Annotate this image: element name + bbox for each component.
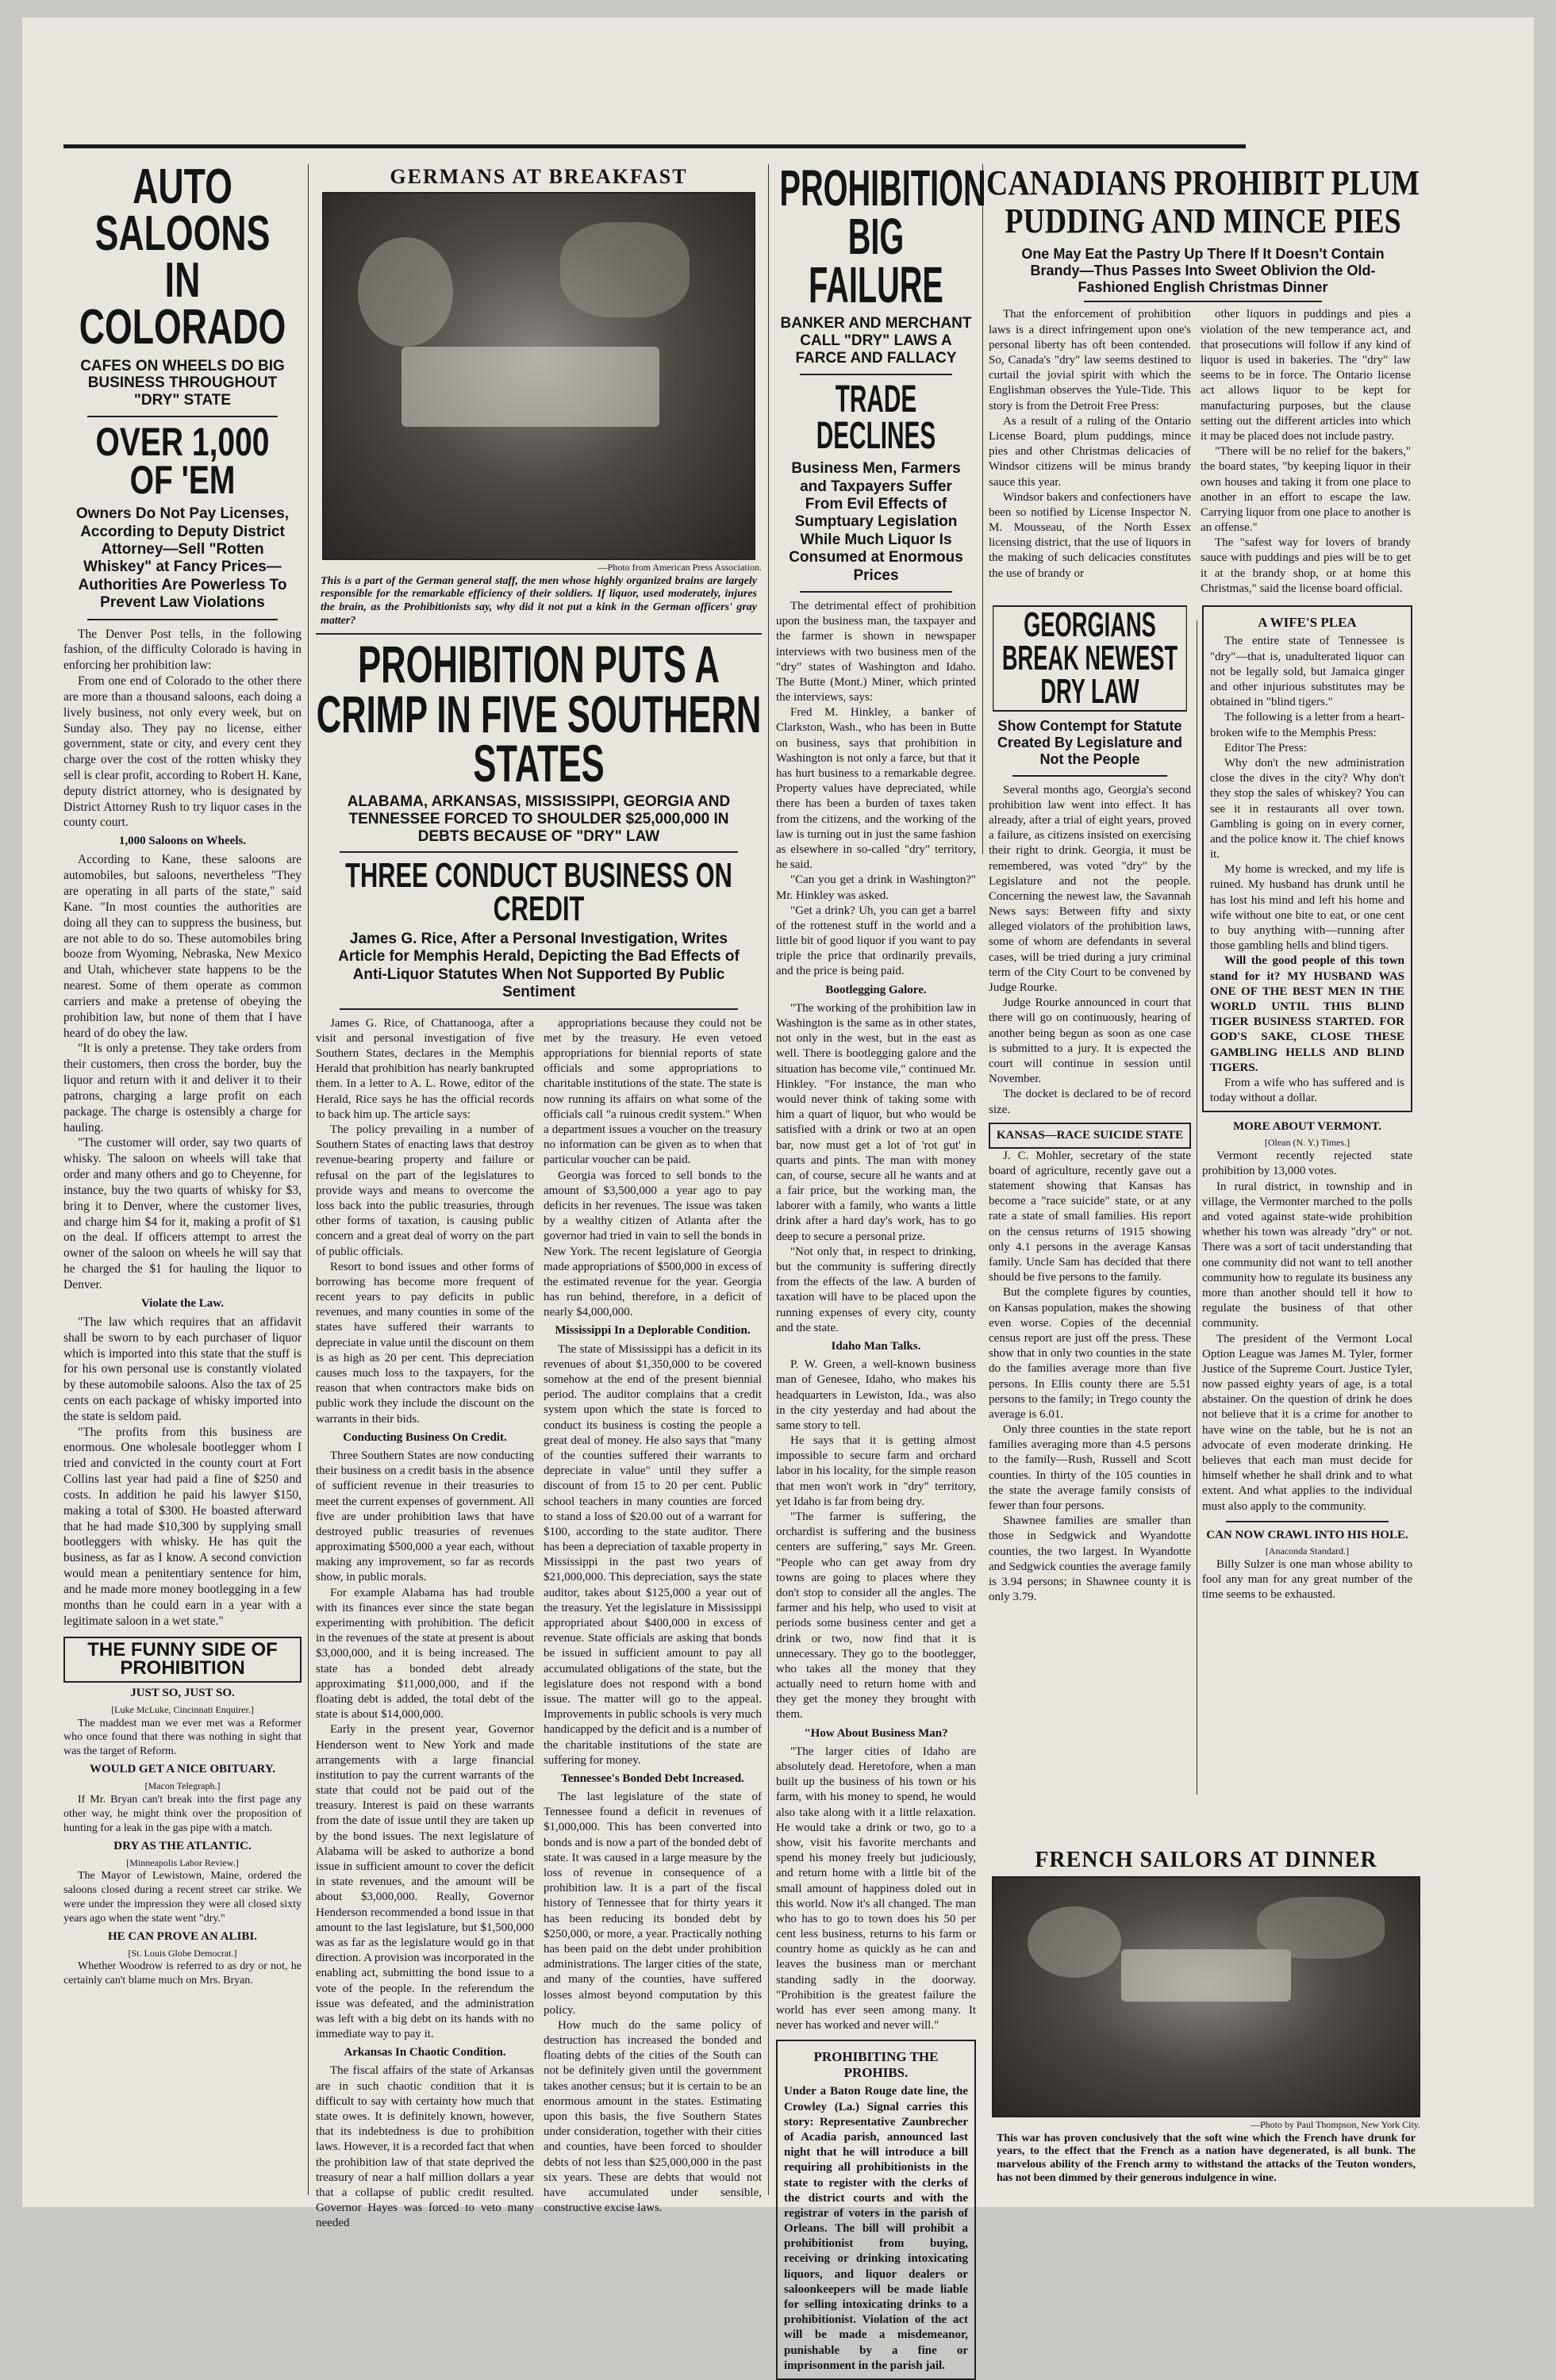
headline-auto-saloons: AUTO SALOONS IN COLORADO [79, 159, 286, 355]
joke-source: [St. Louis Globe Democrat.] [128, 1947, 237, 1959]
deck-show-contempt: Show Contempt for Statute Created By Legislature and Not the People [997, 717, 1183, 768]
paragraph: Georgia was forced to sell bonds to the amount of $3,500,000 a year ago to pay deficits in her revenues. The issue was taken by a wealthy citizen of Atlanta after the governor had tried in vain to sell the bonds in New York. The recent legislature of Georgia made appropriations of $500,000 in excess of the estimated revenue for the year. Georgia has run behind, therefore, in a deficit of nearly $4,000,000. [544, 1169, 762, 1319]
paragraph: From one end of Colorado to the other there are more than a thousand saloons, each doing a lively business, not only every week, but on Sunday also. They pay no license, either government, state or city, and every cent they charge over the cost of the rotten whisky they sell is clear profit, according to Robert H. Kane, deputy district attorney, who is designated by District Attorney Rush to try liquor cases in the county court. [63, 674, 302, 830]
joke-title: HE CAN PROVE AN ALIBI. [108, 1929, 257, 1943]
subhead: Mississippi In a Deplorable Condition. [555, 1324, 751, 1338]
paragraph: My home is wrecked, and my life is ruined. My husband has drunk until he has lost his mind and left his home and wife without one bite to eat, or one cent to buy anything with—running after those gambling hells and blind tigers. [1210, 863, 1404, 953]
deck-owners-do-not-pay: Owners Do Not Pay Licenses, According to Deputy District Attorney—Sell "Rotten Whiskey" at Fancy Prices—Authorities Are Powerless To Prevent Law Violations [75, 505, 290, 612]
paragraph: Windsor bakers and confectioners have been so notified by License Inspector N. M. Mousseau, of the North Essex licensing district, that the use of liquors in the making of such delicacies constitutes the use of brandy or [989, 490, 1191, 580]
paragraph: Only three counties in the state report families averaging more than 4.5 persons to the family—Rush, Russell and Scott counties. In thirty of the 105 counties in the state the average family consists of fewer than four persons. [989, 1423, 1191, 1513]
photo-credit: —Photo by Paul Thompson, New York City. [1250, 2118, 1420, 2130]
paragraph: "Not only that, in respect to drinking, but the community is suffering directly from the effects of the law. A burden of taxation will have to be placed upon the running expenses of every city, county and the state. [776, 1245, 976, 1334]
photo-caption: This is a part of the German general staff, the men whose highly organized brains are largely responsible for the remarkable efficiency of their soldiers. If liquor, used moderately, injures the brain, as the Prohibitionists say, why did it not put a kink in the German officers' gray matter? [321, 574, 757, 628]
joke-title: DRY AS THE ATLANTIC. [113, 1839, 252, 1852]
paragraph: The docket is declared to be of record size. [989, 1088, 1191, 1116]
column-3 [776, 159, 986, 2372]
divider [340, 1008, 738, 1010]
paragraph: Fred M. Hinkley, a banker of Clarkston, Wash., who has been in Butte on business, says that prohibition in Washington is not only a farce, but that it has hurt business to a remarkable degree. Property values have depreciated, while there has been a burden of taxes taken from the citizens, and the working of the law is turning out in just the same fashion as elsewhere in so-called "dry" territory, he said. [776, 706, 976, 872]
article-column-left [989, 307, 1191, 601]
headline-prohibition-crimp: PROHIBITION PUTS A CRIMP IN FIVE SOUTHERN STATES [316, 634, 762, 793]
box-text: Under a Baton Rouge date line, the Crowley (La.) Signal carries this story: Representative Zaunbrecher of Acadia parish, announced last night that he will introduce a bill requiring all prohibitionists in the state to register with the clerks of the district courts and with the registrar of voters in the parish of Orleans. The bill will prohibit a prohibitionist from buying, receiving or drinking intoxicating liquors, and liquor dealers or saloonkeepers will be made liable for selling intoxicating drinks to a prohibitionist. Violation of the act will be made a misdemeanor, punishable by a fine or imprisonment in the parish jail. [784, 2085, 968, 2372]
joke-text: The maddest man we ever met was a Reformer who once found that there was nothing in sight that was the target of Reform. [63, 1717, 302, 1758]
paragraph: "The larger cities of Idaho are absolutely dead. Heretofore, when a man built up the business of his town or his farm, with his money to spend, he would also take along with it a little relaxation. He would take a drink or two, go to a show, visit his favorite merchants and spend his money freely but judiciously, and return home with a little bit of the small amount of happiness doled out in this world. Now it's all changed. The man who has to go to town does his 50 per cent less business, returns to his farm or country home as quickly as he can and leaves the business man or merchant standing sadly in the doorway. "Prohibition is the greatest failure the world has ever seen among many. It never has worked and never will." [776, 1745, 976, 2033]
joke-text: If Mr. Bryan can't break into the first page any other way, he might think over the proposition of hunting for a leak in the gas pipe with a match. [63, 1793, 302, 1834]
column-rule [308, 164, 309, 2195]
paragraph: That the enforcement of prohibition laws is a direct infringement upon one's personal liberty has oft been contended. So, Canada's "dry" law seems destined to curtail the jovial spirit with which the Englishman observes the Yule-Tide. This story is from the Detroit Free Press: [989, 308, 1191, 413]
photo-french-sailors [992, 1876, 1420, 2117]
paragraph: The last legislature of the state of Tennessee found a deficit in revenues of $1,000,000. This has been converted into bonds and is now a part of the bonded debt of state. It was caused in a large measure by the loss of revenue in consequence of a prohibition law. It is a part of the fiscal history of Tennessee that for thirty years it has been reducing its bonded debt by $250,000, or more, a year. Practically nothing has been paid on the debt under prohibition administrations. The larger cities of the state, and many of the counties, have suffered losses almost beyond computation by this policy. [544, 1791, 762, 2017]
paragraph: "The law which requires that an affidavit shall be sworn to by each purchaser of liquor which is imported into this state that the stuff is for his own personal use is constantly violated by these automobile saloons. Also the tax of 25 cents on each package of whisky imported into the state is seldom paid. [63, 1315, 302, 1423]
paragraph: J. C. Mohler, secretary of the state board of agriculture, recently gave out a statement showing that Kansas has become a "race suicide" state, or at any rate a state of small families. His report on the census returns of 1915 showing only 4.1 persons in the average Kansas family. Uncle Sam has decided that there should be five persons to the family. [989, 1149, 1191, 1284]
paragraph: The "safest way for lovers of brandy sauce with puddings and pies will be to get it at the brandy shop, or at home this Christmas," said the license board official. [1201, 536, 1411, 595]
paragraph: The policy prevailing in a number of Southern States of enacting laws that destroy revenue-bearing property and failure or refusal on the part of the legislatures to provide ways and means to overcome the loss back into the public treasuries, through other forms of taxation, is causing public concern and a great deal of worry on the part of public officials. [316, 1123, 534, 1258]
paragraph: Resort to bond issues and other forms of borrowing has become more frequent of recent years to pay deficits in public revenues, and many counties in some of the states have suffered their warrants to depreciate in value until the discount on them is as high as 20 per cent. This depreciation causes much loss to the taxpayers, for the reason that when contractors make bids on public work they include the discount on the warrants in their bids. [316, 1260, 534, 1426]
paragraph: The fiscal affairs of the state of Arkansas are in such chaotic condition that it is difficult to say with certainty how much that state owes. It is definitely known, however, that its indebtedness is due to prohibition laws. However, it is a recorded fact that when the prohibition law of that state deprived the treasury of near a half million dollars a year that a collapse of public credit resulted. Governor Hayes was forced to veto many needed [316, 2064, 534, 2230]
deck-james-rice: James G. Rice, After a Personal Investigation, Writes Article for Memphis Herald, Depicting the Bad Effects of Anti-Liquor Statutes When Not Supported By Public Sentiment [338, 931, 740, 1001]
headline-canadians: CANADIANS PROHIBIT PLUM PUDDING AND MINCE PIES [986, 163, 1420, 241]
column-rule [768, 164, 769, 2195]
divider [800, 591, 952, 593]
paragraph: Several months ago, Georgia's second prohibition law went into effect. It has already, after a trial of eight years, proved a failure, as citizens insisted on exercising their right to drink. Georgia, it must be remembered, was voted "dry" by the Legislature and not the people. Concerning the newest law, the Savannah News says: Between fifty and sixty alleged violators of the prohibition laws, some of whom are defendants in several cases, will be tried during a jury criminal term of the City Court to be convened by Judge Rourke. [989, 783, 1191, 995]
paragraph: From a wife who has suffered and is today without a dollar. [1210, 1076, 1404, 1105]
paragraph: Billy Sulzer is one man whose ability to fool any man for any great number of the time seems to be exhausted. [1202, 1557, 1412, 1602]
article-auto-saloons-body [63, 627, 302, 1630]
funny-side-title: THE FUNNY SIDE OF PROHIBITION [87, 1639, 278, 1679]
paragraph: The entire state of Tennessee is "dry"—that is, unadulterated liquor can not be legally sold, but Jamaica ginger and other injurious substitutes may be obtained in "blind tigers." [1210, 635, 1404, 709]
wifes-plea-body [1210, 634, 1404, 1106]
paragraph: In rural district, in township and in village, the Vermonter marched to the polls and voted against state-wide prohibition whether his town was already "dry" or not. There was a sort of tacit understanding that one community did not want to tell another community how to regulate its business any more than another should tell it how to regulate the business of that other community. [1202, 1180, 1412, 1330]
divider [340, 851, 738, 853]
subhead: Violate the Law. [140, 1296, 225, 1310]
joke-source: [Luke McLuke, Cincinnati Enquirer.] [111, 1704, 254, 1716]
paragraph: Why don't the new administration close the dives in the city? Why don't they stop the sales of whiskey? You can see it in restaurants all over town. Gambling is going on in every corner, and the police know it. The chief knows it. [1210, 756, 1404, 862]
deck-five-states: ALABAMA, ARKANSAS, MISSISSIPPI, GEORGIA AND TENNESSEE FORCED TO SHOULDER $25,000,000 IN DEBTS BECAUSE OF "DRY" LAW [347, 793, 731, 845]
deck-banker-merchant: BANKER AND MERCHANT CALL "DRY" LAWS A FARCE AND FALLACY [780, 315, 972, 367]
paragraph: The detrimental effect of prohibition upon the business man, the taxpayer and the farmer is shown in newspaper interviews with two business men of the "dry" states of Washington and Idaho. The Butte (Mont.) Miner, which printed the interviews, says: [776, 599, 976, 704]
newspaper-page [22, 17, 1534, 2372]
paragraph: "It is only a pretense. They take orders from their customers, then cross the border, buy the liquor and return with it and deliver it to their patrons, charging a large profit on each package. The charge is ostensibly a charge for hauling. [63, 1042, 302, 1134]
photo-caption: This war has proven conclusively that the soft wine which the French have drunk for years, to the effect that the French as a nation have degenerated, is all bunk. The marvelous ability of the French army to withstand the attacks of the Teuton wonders, has not been dimmed by their generous indulgence in wine. [997, 2132, 1416, 2184]
crawl-text [1202, 1557, 1412, 1603]
funny-side-box [63, 1637, 302, 1683]
crawl-source: [Anaconda Standard.] [1265, 1545, 1350, 1557]
lower-two-columns [989, 605, 1417, 1605]
joke-text: The Mayor of Lewistown, Maine, ordered the saloons closed during a recent street car strike. We were under the impression they were all closed sixty years ago when the state went "dry." [63, 1870, 302, 1925]
paragraph: He says that it is getting almost impossible to secure farm and orchard labor in his locality, for the simple reason that men won't work in "dry" territory, yet Idaho is far from being dry. [776, 1434, 976, 1508]
paragraph: The following is a letter from a heart-broken wife to the Memphis Press: [1210, 711, 1404, 739]
paragraph: Vermont recently rejected state prohibition by 13,000 votes. [1202, 1150, 1412, 1178]
subhead: "How About Business Man? [804, 1726, 948, 1740]
headline-trade-declines: TRADE DECLINES [816, 378, 936, 457]
paragraph: As a result of a ruling of the Ontario License Board, plum puddings, mince pies and other Christmas delicacies of Windsor citizens will be minus brandy sauce this year. [989, 414, 1191, 489]
article-column-right [544, 1016, 762, 2232]
divider [1084, 301, 1322, 302]
headline-georgians: GEORGIANS BREAK NEWEST DRY LAW [993, 605, 1187, 711]
kansas-box [989, 1123, 1191, 1149]
deck-pastry: One May Eat the Pastry Up There If It Doesn't Contain Brandy—Thus Passes Into Sweet Oblivion the Old-Fashioned English Christmas Dinner [1021, 245, 1385, 296]
paragraph: "There will be no relief for the bakers," the board states, "by keeping liquor in their own houses and taking it from one place to another in an effort to escape the law. Carrying liquor from one place to another is an offense." [1201, 445, 1411, 535]
crawl-title: CAN NOW CRAWL INTO HIS HOLE. [1206, 1528, 1408, 1541]
paragraph: "The working of the prohibition law in Washington is the same as in other states, not only in the west, but in the east as well. There is bootlegging galore and the situation has become vile," continued Mr. Hinkley. "For instance, the man who would never think of taking some with him a quart of liquor, but who would be satisfied with a drink or two at an open bar, now must get a lot of 'rot gut' in quarts and pints. The man with money can, of course, secure all he wants and at a fair price, but the working man, the laborer with a family, who wants a little drink after a hard day's work, has to go deep to secure a personal prize. [776, 1001, 976, 1243]
paragraph: "The profits from this business are enormous. One wholesale bootlegger whom I tried and convicted in the county court at Fort Collins last year had paid a fine of $250 and costs. In addition he paid his lawyer $150, making a total of $300. He boasted afterward that he had made $10,300 by supplying small bootleggers with whisky. He has quit the business, as far as I know. A second conviction would mean a penitentiary sentence for him, and he made more money bootlegging in a few months than he could earn in a year with a legitimate saloon in a wet state." [63, 1425, 302, 1628]
paragraph: Editor The Press: [1224, 741, 1307, 754]
headline-over-1000: OVER 1,000 OF 'EM [95, 420, 270, 502]
paragraph: "Get a drink? Uh, you can get a barrel of the rottenest stuff in the world and a little bit of good liquor if you want to pay triple the price that ordinarily prevails, and the price is being paid. [776, 904, 976, 978]
paragraph: Early in the present year, Governor Henderson went to New York and made arrangements with a large financial institution to pay the current warrants of the state that could not be paid out of the treasury. Interest is paid on these warrants from the date of issue until they are taken up by the bond issues. The next legislature of Alabama will be asked to authorize a bond issue in sufficient amount to cover the deficit in state revenues, and the amount will be about $3,000,000. Really, Governor Henderson recommended a bond issue in that amount to the last legislature, but $1,500,000 was as far as the legislature would go in that direction. A provision was incorporated in the enabling act, submitting the bond issue to a vote of the people. In the referendum the issue was defeated, and the administration was left with a big debt on its hands with no immediate way to pay it. [316, 1723, 534, 2041]
box-title: PROHIBITING THE PROHIBS. [813, 2049, 939, 2081]
column-rule [982, 164, 983, 854]
subhead: Arkansas In Chaotic Condition. [344, 2046, 506, 2059]
paragraph: P. W. Green, a well-known business man of Genesee, Idaho, who makes his headquarters in Lewiston, Ida., was also in the city yesterday and had about the same story to tell. [776, 1358, 976, 1432]
subhead: Conducting Business On Credit. [343, 1430, 507, 1444]
paragraph: Judge Rourke announced in court that there will go on continuously, hearing of another being begun as soon as one case is submitted to a jury. It is expected the court will continue in session until November. [989, 996, 1191, 1086]
paragraph: The president of the Vermont Local Option League was James M. Tyler, former Justice of the Supreme Court. Justice Tyler, now passed eighty years of age, is a total abstainer. On the question of drink he does not believe that it is a crime for another to have wine on the table, but he is not an advocate of even moderate drinking. He believes that each man must decide for himself whether he shall drink and to what extent. And what applies to the individual must also apply to the community. [1202, 1332, 1412, 1513]
divider [87, 416, 278, 417]
vermont-title: MORE ABOUT VERMONT. [1232, 1120, 1382, 1134]
paragraph: The Denver Post tells, in the following fashion, of the difficulty Colorado is having in enforcing her prohibition law: [63, 627, 302, 673]
article-column-left [316, 1016, 534, 2232]
article-crimp-body [316, 1016, 762, 2232]
paragraph: other liquors in puddings and pies a violation of the new temperance act, and that prosecutions will follow if any kind of liquor is used in bakeries. The "dry" law seems to be in force. The Ontario license act allows liquor to be kept for manufacturing purposes, but the clause setting out the different articles into which it may be placed does not include pastry. [1201, 308, 1411, 443]
paragraph: According to Kane, these saloons are automobiles, but saloons, nevertheless "They are operating in all parts of the state," said Kane. "In most counties the authorities are doing all they can to suppress the business, but are not able to do so. These automobiles bring booze from Wyoming, Nebraska, New Mexico and Utah, whichever state happens to be the nearest. Some of them operate as common carriers and make a pretense of obeying the prohibition law, but none of them that I have heard of do obey the law. [63, 853, 302, 1040]
paragraph: appropriations because they could not be met by the treasury. He even vetoed appropriations for biennial reports of state officials and some appropriations to charitable institutions of the state. The state is now running its affairs on what some of the officials call "a ruinous credit system." When a department issues a voucher on the treasury no information can be given as to when that particular voucher can be paid. [544, 1016, 762, 1167]
joke-title: WOULD GET A NICE OBITUARY. [89, 1763, 276, 1776]
article-vermont-body [1202, 1149, 1412, 1514]
column-2 [316, 164, 762, 2230]
headline-three-conduct: THREE CONDUCT BUSINESS ON CREDIT [345, 856, 732, 929]
column-5 [1202, 605, 1412, 1605]
paragraph: "The farmer is suffering, the orchardist is suffering and the business centers are suffering," says Mr. Green. "People who can get away from dry towns are going to places where they don't stop to consider all the angles. The farmer and his help, who used to visit at periods some business center and get a drink or two, now find that it is unnecessary. They go to the bootlegger, who takes all the money that they actually need to return home with and they get the money they brought with them. [776, 1511, 976, 1722]
article-georgians-body [989, 783, 1191, 1118]
headline-prohibition-big-failure: PROHIBITION BIG FAILURE [779, 159, 986, 313]
subhead: Idaho Man Talks. [831, 1339, 921, 1353]
subhead: Bootlegging Galore. [825, 983, 927, 996]
masthead-rule [63, 144, 1246, 148]
subhead: 1,000 Saloons on Wheels. [118, 835, 247, 848]
paragraph: How much do the same policy of destruction has increased the bonded and floating debts of the cities of the South can not be definitely given until the government takes another census; but it is certain to be an enormous amount in the states. Estimating upon this basis, the five Southern States under consideration, together with their cities and counties, have been forced to shoulder debts of not less than $25,000,000 in the past six years. These are debts that would not have accumulated under sensible, constructive excise laws. [544, 2018, 762, 2215]
paragraph: Shawnee families are smaller than those in Sedgwick and Wyandotte counties, the two largest. In Wyandotte and Sedgwick counties the average family is 3.94 persons; in Shawnee county it is only 3.79. [989, 1514, 1191, 1604]
paragraph: James G. Rice, of Chattanooga, after a visit and personal investigation of five Southern States, declares in the Memphis Herald that prohibition has nearly bankrupted them. In a letter to A. L. Rowe, editor of the Herald, Rice says he has the official records to back him up. The article says: [316, 1016, 534, 1121]
deck-business-men: Business Men, Farmers and Taxpayers Suffer From Evil Effects of Sumptuary Legislation While Much Liquor Is Consumed at Enormous Prices [789, 460, 963, 584]
photo-title-french-sailors: FRENCH SAILORS AT DINNER [1035, 1848, 1377, 1872]
photo-title-germans: GERMANS AT BREAKFAST [390, 165, 688, 188]
divider [87, 619, 278, 620]
divider [1226, 1521, 1389, 1522]
article-canadians-body [989, 307, 1417, 601]
article-column-right [1201, 307, 1411, 601]
column-4 [989, 605, 1191, 1605]
paragraph: Three Southern States are now conducting their business on a credit basis in the absence of sufficient revenue in their treasuries to meet the current expenses of government. All five are under prohibition laws that have destroyed public treasuries of revenues approximating $500,000 a year each, without making any improvement, so far as records show, in public morals. [316, 1449, 534, 1584]
funny-side-jokes [63, 1686, 302, 1988]
joke-title: JUST SO, JUST SO. [130, 1687, 235, 1700]
joke-source: [Macon Telegraph.] [144, 1780, 221, 1792]
paragraph: The state of Mississippi has a deficit in its revenues of about $1,350,000 to be covered somehow at the end of the present biennial period. The auditor complains that a credit system upon which the state is forced to conduct its business is costing the people a great deal of money. He also says that "many of the counties suffered their warrants to depreciate in value" until they suffer a discount of from 15 to 20 per cent. Public school teachers in many counties are forced to stand a loss of $20.00 out of a warrant for $100, according to the state auditor. There has been a depreciation of taxable property in Mississippi in the past two years of $21,000,000. This depreciation, says the state auditor, takes about $125,000 a year out of the treasury. Yet the legislature in Mississippi appropriated about $400,000 in excess of revenue. State officials are asking that bonds be issued in sufficient amount to pay all accumulated obligations of the state, but the legislature does not respond with a bond issue. The matter will go to the appeal. Improvements in public schools is very much handicapped by the deficit and is a number of the charitable institutions of the state are suffering for money. [544, 1342, 762, 1767]
photo-germans-at-breakfast [322, 192, 755, 560]
paragraph: For example Alabama has had trouble with its finances ever since the state began experimenting with prohibition. The deficit in the revenues of the state at present is about $3,000,000, and it is being increased. The state has a bonded debt already approximating $11,000,000, and if the floating debt is added, the total debt of the state is about $14,000,000. [316, 1586, 534, 1722]
paragraph: But the complete figures by counties, on Kansas population, makes the showing even worse. Copies of the decennial census report are just off the press. These show that in only two counties in the state do the families average more than five persons. In Ellis county there are 5.51 persons to the family; in Trego county the average is 6.01. [989, 1286, 1191, 1421]
joke-text: Whether Woodrow is referred to as dry or not, he certainly can't blame much on Mrs. Bryan. [63, 1960, 302, 1987]
divider [800, 374, 952, 375]
paragraph: "The customer will order, say two quarts of whisky. The saloon on wheels will take that order and many others and go to Cheyenne, for instance, buy the two quarts of whisky for $3, bring it to Denver, where the customer lives, and charge him $4 for it, making a profit of $1 on the deal. If officers attempt to arrest the owner of the saloon on wheels he will say that he charged the $1 for hauling the liquor to Denver. [63, 1136, 302, 1292]
kansas-title: KANSAS—RACE SUICIDE STATE [996, 1128, 1184, 1142]
wifes-plea-box [1202, 605, 1412, 1112]
column-1 [63, 159, 302, 2195]
joke-source: [Minneapolis Labor Review.] [126, 1856, 239, 1868]
photo-credit: —Photo from American Press Association. [597, 561, 762, 573]
article-big-failure-body [776, 599, 976, 2033]
article-kansas-body [989, 1149, 1191, 1606]
wifes-plea-title: A WIFE'S PLEA [1258, 615, 1357, 631]
subhead: Tennessee's Bonded Debt Increased. [561, 1772, 744, 1785]
prohibiting-prohibs-box [776, 2040, 976, 2380]
deck-cafes-on-wheels: CAFES ON WHEELS DO BIG BUSINESS THROUGHOUT "DRY" STATE [80, 357, 285, 409]
paragraph: "Can you get a drink in Washington?" Mr. Hinkley was asked. [776, 873, 976, 902]
paragraph: Will the good people of this town stand for it? MY HUSBAND WAS ONE OF THE BEST MEN IN THE WORLD UNTIL THIS BLIND TIGER BUSINESS STARTED. FOR GOD'S SAKE, CLOSE THESE GAMBLING HELLS AND BLIND TIGERS. [1210, 954, 1404, 1074]
french-sailors-block [992, 1850, 1420, 2199]
divider [1012, 775, 1167, 777]
vermont-source: [Olean (N. Y.) Times.] [1264, 1137, 1350, 1149]
